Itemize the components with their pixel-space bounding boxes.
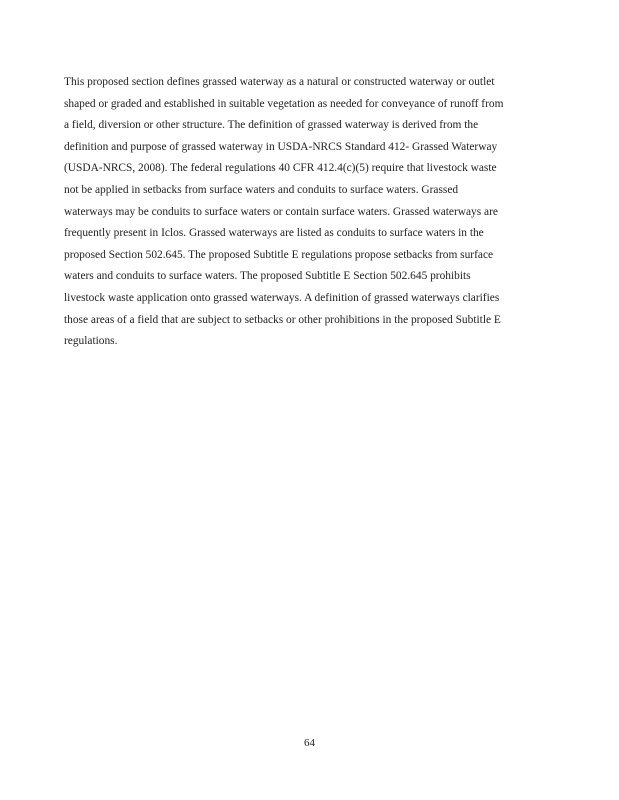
paragraph-line: definition and purpose of grassed waterway in USDA-NRCS Standard 412- Grassed Waterway [64, 140, 498, 153]
paragraph-line: those areas of a field that are subject to setbacks or other prohibitions in the proposed Subtitle E [64, 313, 501, 326]
paragraph-line: shaped or graded and established in suitable vegetation as needed for conveyance of runoff from [64, 97, 504, 110]
paragraph-line: a field, diversion or other structure. The definition of grassed waterway is derived from the [64, 119, 479, 132]
paragraph-line: waterways may be conduits to surface waters or contain surface waters. Grassed waterways are [64, 205, 498, 218]
paragraph-line: regulations. [64, 335, 118, 348]
paragraph-line: livestock waste application onto grassed waterways. A definition of grassed waterways clarifies [64, 291, 500, 304]
paragraph-line: (USDA-NRCS, 2008). The federal regulations 40 CFR 412.4(c)(5) require that livestock waste [64, 162, 497, 175]
paragraph-line: waters and conduits to surface waters. The proposed Subtitle E Section 502.645 prohibits [64, 270, 471, 283]
paragraph-line: frequently present in Iclos. Grassed waterways are listed as conduits to surface waters in the [64, 227, 484, 240]
paragraph-line: not be applied in setbacks from surface waters and conduits to surface waters. Grassed [64, 183, 459, 196]
paragraph-line: This proposed section defines grassed waterway as a natural or constructed waterway or outlet [64, 76, 495, 88]
paragraph-line: proposed Section 502.645. The proposed Subtitle E regulations propose setbacks from surface [64, 248, 494, 261]
body-paragraph [64, 72, 534, 353]
page-number: 64 [304, 737, 315, 749]
